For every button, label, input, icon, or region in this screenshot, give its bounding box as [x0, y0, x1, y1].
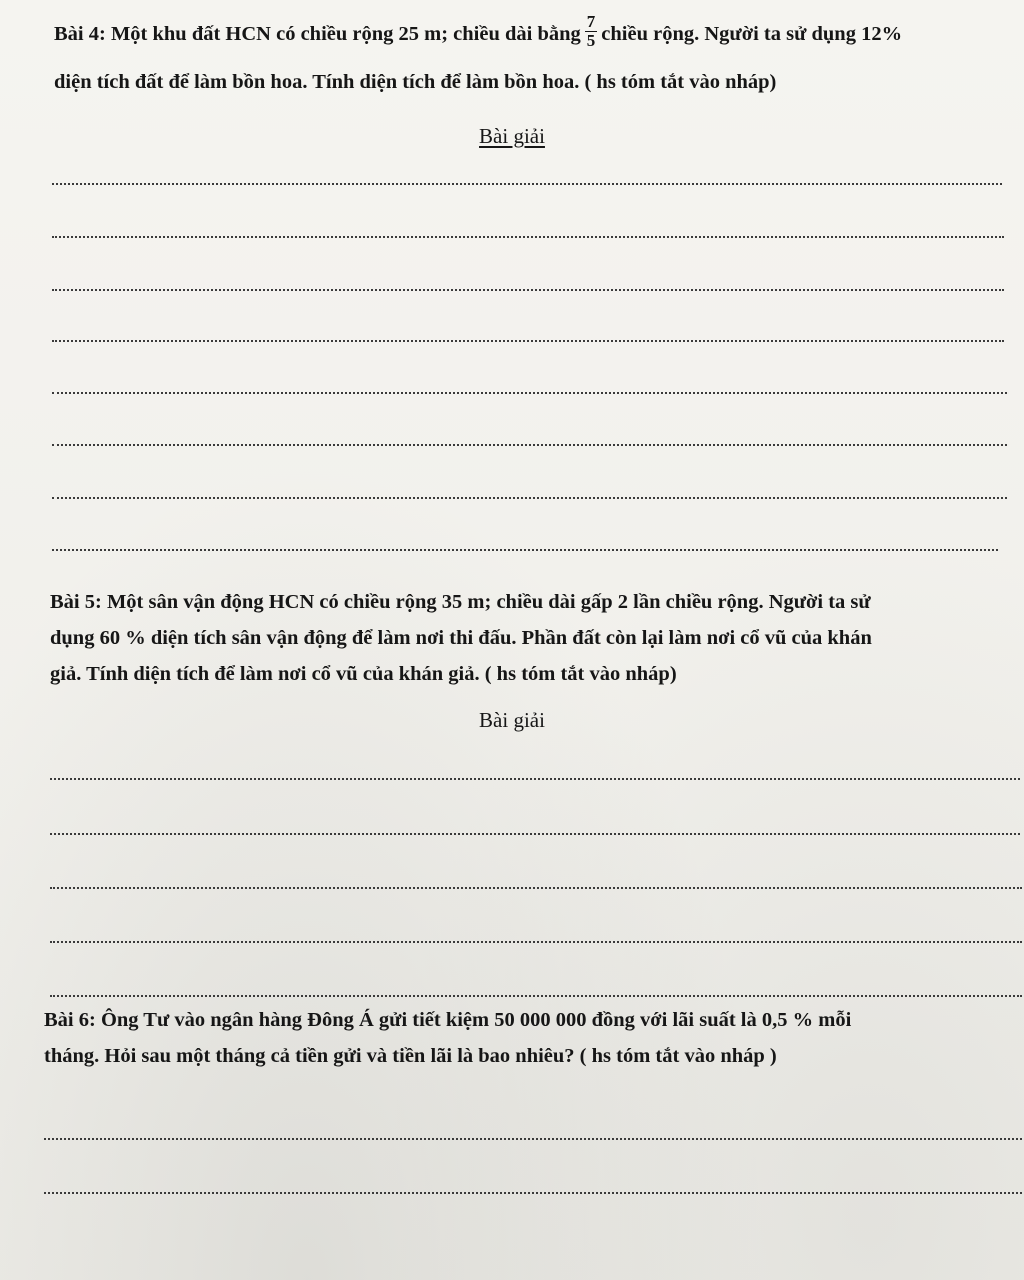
problem-4-line-1 — [54, 11, 1014, 54]
problem-4-solution-heading: Bài giải — [479, 124, 545, 148]
problem-5 — [50, 584, 1010, 692]
fraction-denominator: 5 — [586, 30, 596, 50]
problem-4-label: Bài 4: — [54, 23, 106, 45]
answer-line[interactable] — [50, 833, 1020, 835]
problem-4-text-a: Một khu đất HCN có chiều rộng 25 m; chiều dài bằng — [110, 23, 581, 45]
problem-5-line-3: giả. Tính diện tích để làm nơi cổ vũ của khán giả. ( hs tóm tắt vào nháp) — [50, 663, 677, 685]
problem-5-text-1: Một sân vận động HCN có chiều rộng 35 m; chiều dài gấp 2 lần chiều rộng. Người ta sử — [106, 591, 871, 613]
answer-line[interactable] — [52, 236, 1004, 238]
problem-4-line-2: diện tích đất để làm bồn hoa. Tính diện tích để làm bồn hoa. ( hs tóm tắt vào nháp) — [54, 70, 777, 93]
problem-4-text-b: chiều rộng. Người ta sử dụng 12% — [601, 23, 903, 45]
fraction-numerator: 7 — [586, 11, 596, 31]
problem-5-solution-heading: Bài giải — [479, 708, 545, 732]
problem-5-line-1 — [50, 584, 1010, 620]
problem-6-text-1: Ông Tư vào ngân hàng Đông Á gửi tiết kiệm 50 000 000 đồng với lãi suất là 0,5 % mỗi — [100, 1009, 852, 1031]
problem-6-line-1 — [44, 1002, 1014, 1038]
answer-line[interactable] — [44, 1138, 1022, 1140]
problem-6-label: Bài 6: — [44, 1009, 96, 1031]
problem-6-line-2: tháng. Hỏi sau một tháng cả tiền gửi và tiền lãi là bao nhiêu? ( hs tóm tắt vào nháp ) — [44, 1045, 777, 1067]
answer-line[interactable] — [50, 941, 1022, 943]
answer-line[interactable] — [52, 289, 1004, 291]
problem-4 — [54, 11, 1014, 100]
answer-line[interactable] — [52, 183, 1002, 185]
answer-line[interactable] — [50, 887, 1022, 889]
answer-line[interactable] — [52, 392, 1007, 394]
answer-line[interactable] — [50, 778, 1020, 780]
answer-line[interactable] — [52, 549, 998, 551]
answer-line[interactable] — [44, 1192, 1022, 1194]
problem-6 — [44, 1002, 1014, 1074]
problem-5-label: Bài 5: — [50, 591, 102, 613]
problem-5-line-2: dụng 60 % diện tích sân vận động để làm nơi thi đấu. Phần đất còn lại làm nơi cổ vũ của khán — [50, 627, 872, 649]
fraction-seven-fifths — [585, 13, 598, 50]
answer-line[interactable] — [52, 444, 1007, 446]
answer-line[interactable] — [50, 995, 1022, 997]
answer-line[interactable] — [52, 497, 1007, 499]
answer-line[interactable] — [52, 340, 1004, 342]
